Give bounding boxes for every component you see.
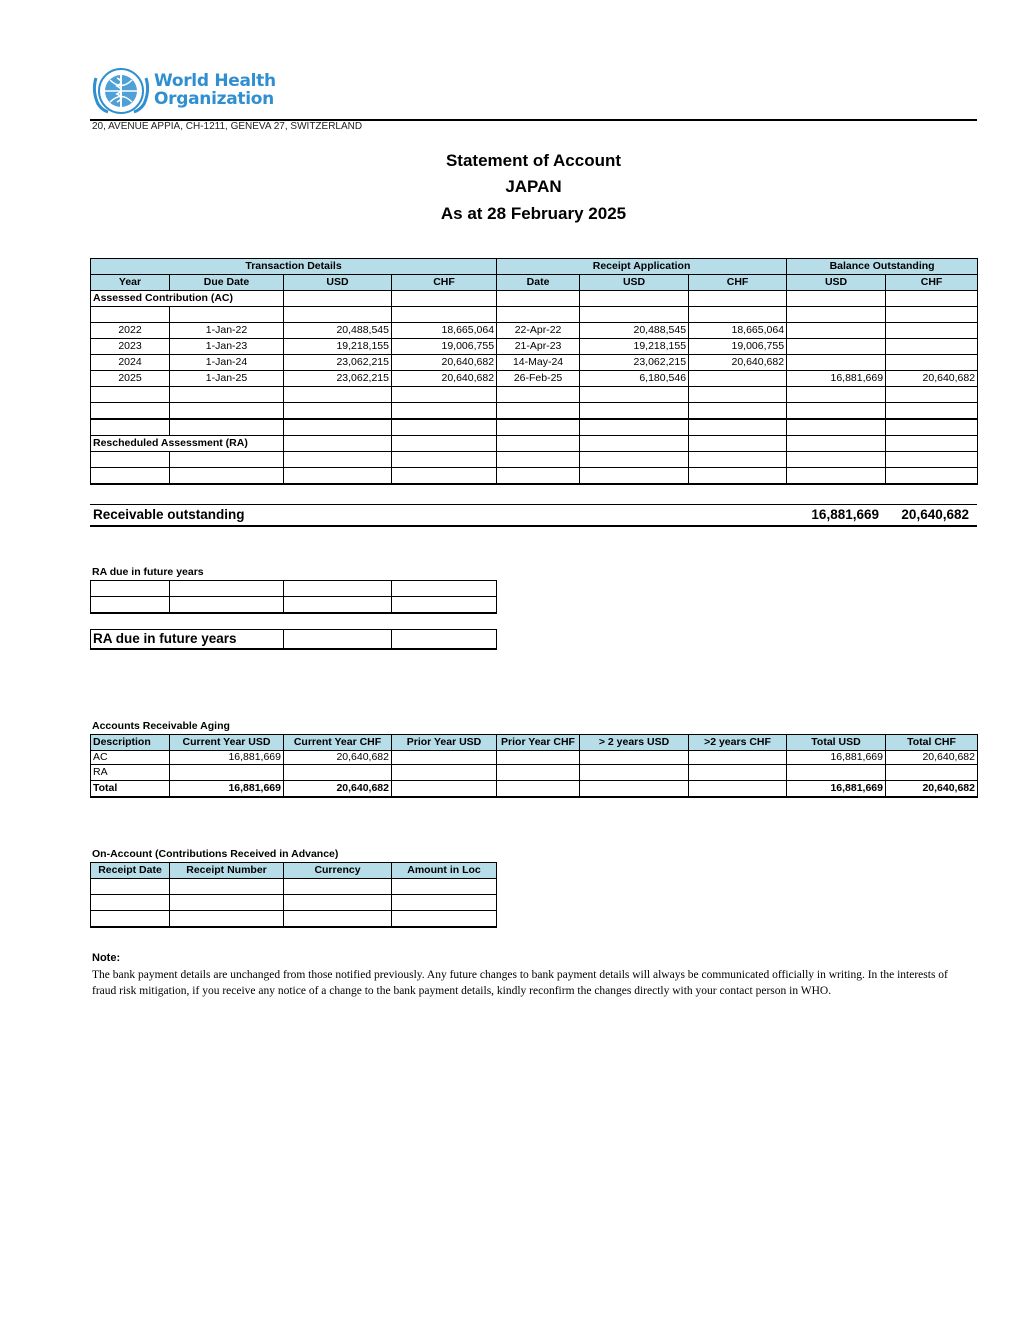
receipt-usd: 6,180,546 bbox=[580, 371, 689, 387]
ac-usd: 20,488,545 bbox=[284, 323, 392, 339]
ac-chf: 19,006,755 bbox=[392, 339, 497, 355]
balance-chf bbox=[886, 323, 978, 339]
on-account-col-receipt-number: Receipt Number bbox=[170, 863, 284, 879]
receivable-chf: 20,640,682 bbox=[901, 507, 969, 522]
aging-value: 16,881,669 bbox=[787, 751, 886, 765]
col-header-transaction-usd: USD bbox=[284, 275, 392, 291]
table-row bbox=[91, 307, 978, 323]
aging-value: 16,881,669 bbox=[170, 751, 284, 765]
statement-date: As at 28 February 2025 bbox=[440, 204, 627, 223]
on-account-col-amount: Amount in Loc bbox=[392, 863, 497, 879]
table-row bbox=[91, 419, 978, 436]
ac-year: 2022 bbox=[91, 323, 170, 339]
aging-value bbox=[580, 751, 689, 765]
ac-due-date: 1-Jan-25 bbox=[170, 371, 284, 387]
table-row bbox=[91, 879, 497, 895]
receipt-chf: 18,665,064 bbox=[689, 323, 787, 339]
aging-value: 20,640,682 bbox=[886, 751, 978, 765]
ra-future-total-row bbox=[91, 630, 497, 650]
receipt-usd: 19,218,155 bbox=[580, 339, 689, 355]
table-row bbox=[91, 895, 497, 911]
ac-year: 2023 bbox=[91, 339, 170, 355]
receipt-date: 26-Feb-25 bbox=[497, 371, 580, 387]
table-row bbox=[91, 597, 497, 614]
group-header-balance-outstanding: Balance Outstanding bbox=[787, 259, 978, 275]
aging-value bbox=[392, 751, 497, 765]
table-row bbox=[91, 387, 978, 403]
group-header-row bbox=[91, 259, 978, 275]
aging-col-current-year-chf: Current Year CHF bbox=[284, 735, 392, 751]
aging-total-value bbox=[497, 781, 580, 798]
balance-chf: 20,640,682 bbox=[886, 371, 978, 387]
statement-title: Statement of Account bbox=[445, 151, 622, 170]
col-header-receipt-usd: USD bbox=[580, 275, 689, 291]
aging-value bbox=[497, 751, 580, 765]
on-account-col-currency: Currency bbox=[284, 863, 392, 879]
group-header-receipt-application: Receipt Application bbox=[497, 259, 787, 275]
statement-table bbox=[90, 258, 978, 485]
aging-value bbox=[689, 751, 787, 765]
aging-caption: Accounts Receivable Aging bbox=[92, 720, 230, 732]
org-name-line2: Organization bbox=[154, 89, 274, 109]
aging-col-description: Description bbox=[91, 735, 170, 751]
table-row bbox=[91, 581, 497, 597]
who-emblem-icon bbox=[90, 66, 152, 116]
country-name: JAPAN bbox=[505, 177, 562, 196]
aging-total-value: 20,640,682 bbox=[886, 781, 978, 798]
receipt-usd: 20,488,545 bbox=[580, 323, 689, 339]
aging-value: 20,640,682 bbox=[284, 751, 392, 765]
col-header-receipt-chf: CHF bbox=[689, 275, 787, 291]
receipt-chf: 20,640,682 bbox=[689, 355, 787, 371]
table-row bbox=[91, 452, 978, 468]
ra-future-total-table bbox=[90, 629, 497, 650]
note-text: The bank payment details are unchanged from those notified previously. Any future changes to bank payment details will always be communicated officially in writing. In the interests of fraud risk mitigation, if you receive any notice of a change to the bank payment details, kindly reconfirm the changes directly with your contact person in WHO. bbox=[92, 969, 948, 997]
on-account-caption: On-Account (Contributions Received in Advance) bbox=[92, 848, 339, 860]
ac-usd: 23,062,215 bbox=[284, 355, 392, 371]
on-account-header-row bbox=[91, 863, 497, 879]
aging-total-value: 16,881,669 bbox=[170, 781, 284, 798]
aging-total-value: 20,640,682 bbox=[284, 781, 392, 798]
receipt-chf: 19,006,755 bbox=[689, 339, 787, 355]
aging-total-value bbox=[580, 781, 689, 798]
column-header-row bbox=[91, 275, 978, 291]
org-name-line1: World Health bbox=[154, 71, 276, 91]
aging-col-prior-year-usd: Prior Year USD bbox=[392, 735, 497, 751]
table-row bbox=[91, 355, 978, 371]
aging-description: AC bbox=[91, 751, 170, 765]
receivable-usd: 16,881,669 bbox=[811, 507, 879, 522]
col-header-due-date: Due Date bbox=[170, 275, 284, 291]
ac-year: 2024 bbox=[91, 355, 170, 371]
ac-chf: 18,665,064 bbox=[392, 323, 497, 339]
ac-due-date: 1-Jan-22 bbox=[170, 323, 284, 339]
ac-chf: 20,640,682 bbox=[392, 371, 497, 387]
ac-section-row bbox=[91, 291, 978, 307]
table-row bbox=[91, 371, 978, 387]
balance-usd bbox=[787, 355, 886, 371]
balance-chf bbox=[886, 355, 978, 371]
table-row bbox=[91, 468, 978, 485]
aging-col-over-2-years-chf: >2 years CHF bbox=[689, 735, 787, 751]
receipt-date: 14-May-24 bbox=[497, 355, 580, 371]
aging-col-total-chf: Total CHF bbox=[886, 735, 978, 751]
table-row bbox=[91, 751, 978, 765]
col-header-year: Year bbox=[91, 275, 170, 291]
ra-future-total-label: RA due in future years bbox=[91, 630, 284, 650]
on-account-table bbox=[90, 862, 497, 928]
aging-total-row bbox=[91, 781, 978, 798]
table-row bbox=[91, 323, 978, 339]
col-header-balance-chf: CHF bbox=[886, 275, 978, 291]
ac-chf: 20,640,682 bbox=[392, 355, 497, 371]
aging-col-current-year-usd: Current Year USD bbox=[170, 735, 284, 751]
balance-usd bbox=[787, 339, 886, 355]
on-account-col-receipt-date: Receipt Date bbox=[91, 863, 170, 879]
ac-year: 2025 bbox=[91, 371, 170, 387]
balance-usd bbox=[787, 323, 886, 339]
balance-chf bbox=[886, 339, 978, 355]
ac-due-date: 1-Jan-24 bbox=[170, 355, 284, 371]
aging-col-total-usd: Total USD bbox=[787, 735, 886, 751]
aging-total-value: 16,881,669 bbox=[787, 781, 886, 798]
col-header-receipt-date: Date bbox=[497, 275, 580, 291]
aging-total-value bbox=[689, 781, 787, 798]
ac-due-date: 1-Jan-23 bbox=[170, 339, 284, 355]
org-address: 20, AVENUE APPIA, CH-1211, GENEVA 27, SWITZERLAND bbox=[92, 121, 363, 132]
ra-future-table bbox=[90, 580, 497, 614]
aging-total-label: Total bbox=[91, 781, 170, 798]
receipt-date: 22-Apr-22 bbox=[497, 323, 580, 339]
note-title: Note: bbox=[92, 952, 121, 964]
col-header-balance-usd: USD bbox=[787, 275, 886, 291]
group-header-transaction-details: Transaction Details bbox=[91, 259, 497, 275]
table-row bbox=[91, 339, 978, 355]
who-logo bbox=[90, 66, 276, 116]
receivable-label: Receivable outstanding bbox=[93, 507, 245, 522]
aging-table bbox=[90, 734, 978, 798]
col-header-transaction-chf: CHF bbox=[392, 275, 497, 291]
aging-header-row bbox=[91, 735, 978, 751]
receipt-chf bbox=[689, 371, 787, 387]
table-row bbox=[91, 911, 497, 928]
receivable-outstanding-row bbox=[90, 504, 977, 527]
aging-description: RA bbox=[91, 765, 170, 781]
receipt-usd: 23,062,215 bbox=[580, 355, 689, 371]
ac-usd: 23,062,215 bbox=[284, 371, 392, 387]
receipt-date: 21-Apr-23 bbox=[497, 339, 580, 355]
table-row bbox=[91, 403, 978, 420]
aging-total-value bbox=[392, 781, 497, 798]
aging-col-prior-year-chf: Prior Year CHF bbox=[497, 735, 580, 751]
ac-usd: 19,218,155 bbox=[284, 339, 392, 355]
aging-col-over-2-years-usd: > 2 years USD bbox=[580, 735, 689, 751]
ra-future-caption: RA due in future years bbox=[92, 566, 204, 578]
ac-section-label: Assessed Contribution (AC) bbox=[91, 291, 284, 307]
balance-usd: 16,881,669 bbox=[787, 371, 886, 387]
ra-section-row bbox=[91, 436, 978, 452]
table-row bbox=[91, 765, 978, 781]
ra-section-label: Rescheduled Assessment (RA) bbox=[91, 436, 284, 452]
